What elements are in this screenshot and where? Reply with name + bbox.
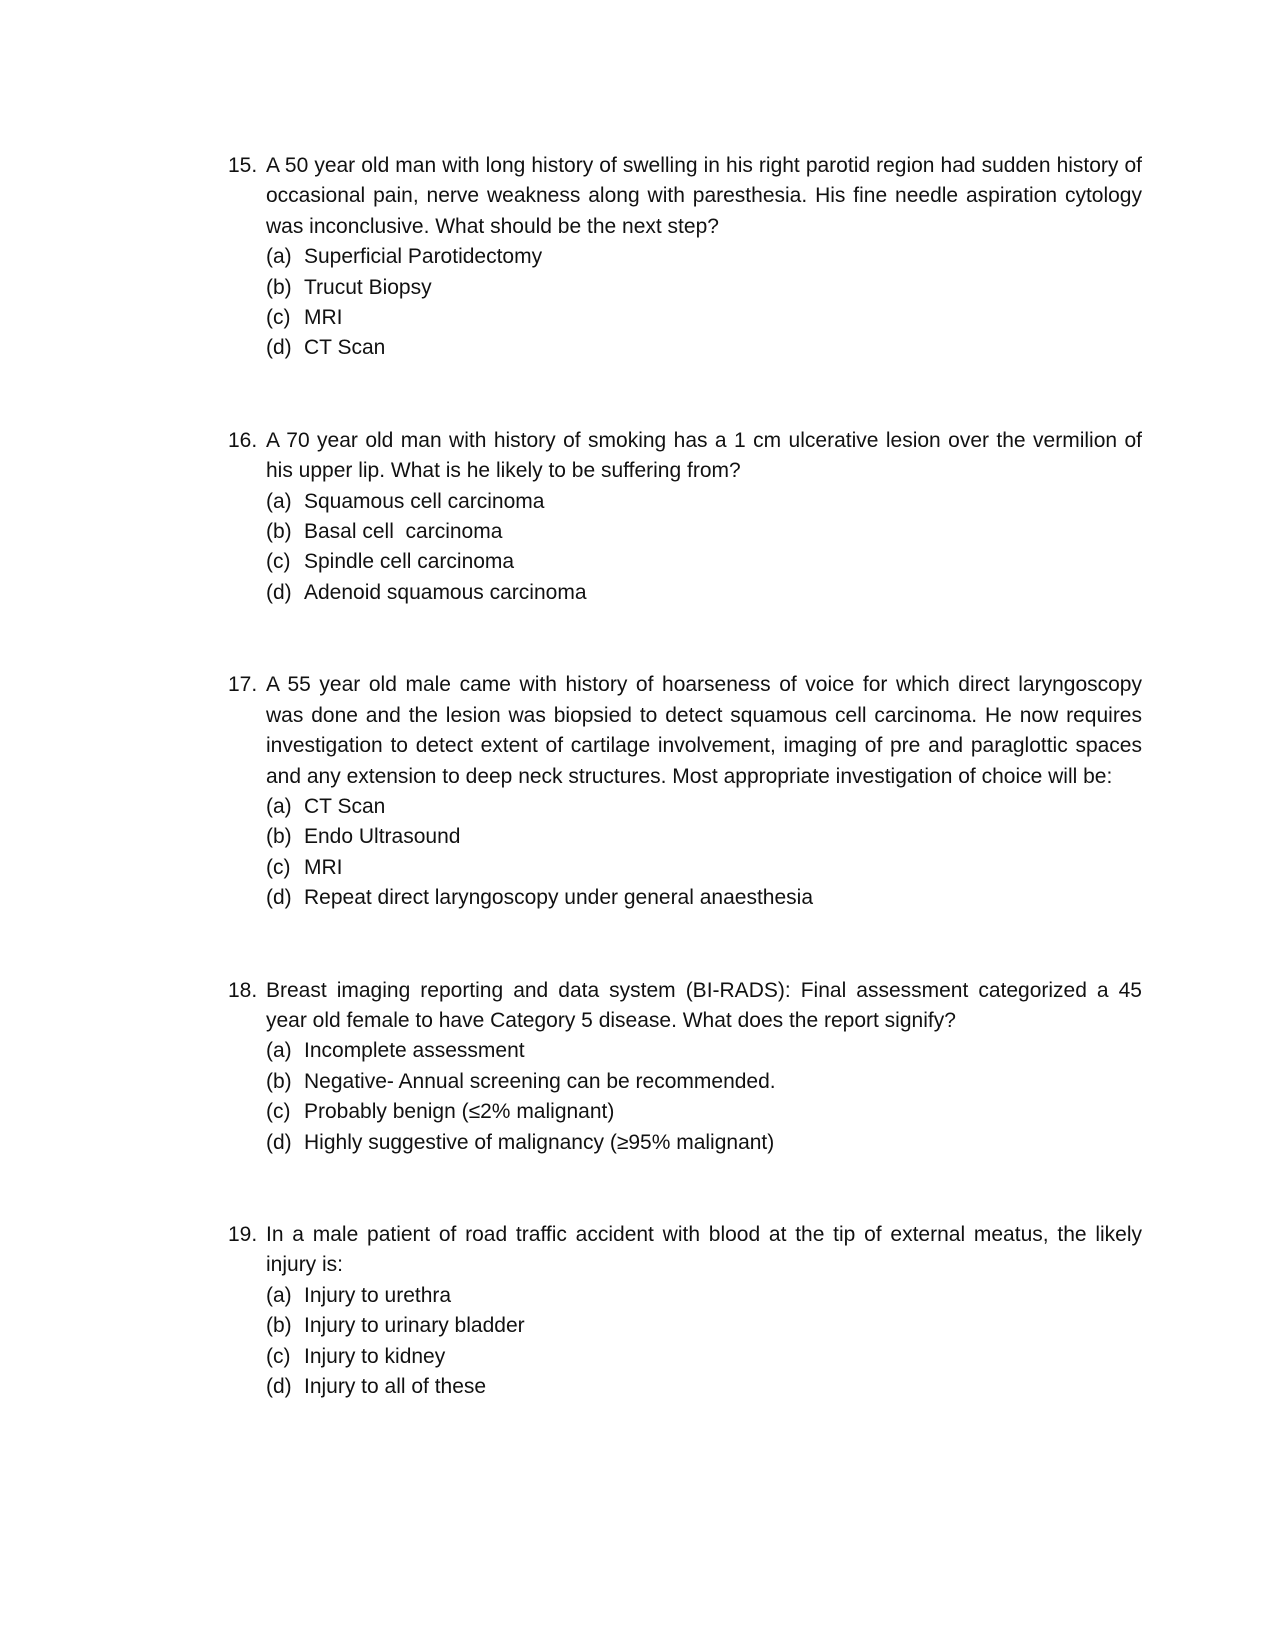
option-text: MRI	[304, 855, 343, 879]
option-list	[228, 487, 1142, 609]
option-d	[266, 1372, 1142, 1402]
option-letter: (a)	[266, 245, 292, 269]
option-letter: (c)	[266, 550, 291, 574]
option-d	[266, 578, 1142, 608]
option-text: Spindle cell carcinoma	[304, 550, 515, 574]
question-number: 19.	[228, 1222, 258, 1246]
option-d	[266, 1128, 1142, 1158]
option-text: Incomplete assessment	[304, 1039, 525, 1063]
question-text: A 70 year old man with history of smoking has a 1 cm ulcerative lesion over the vermilion of his upper lip. What is he likely to be suffering from?	[266, 428, 1142, 483]
option-letter: (b)	[266, 1314, 292, 1338]
option-b	[266, 517, 1142, 547]
option-letter: (c)	[266, 306, 291, 330]
question-15	[228, 151, 1142, 364]
option-c	[266, 1342, 1142, 1372]
question-list	[228, 151, 1142, 1402]
option-text: Injury to urinary bladder	[304, 1314, 525, 1338]
option-a	[266, 1281, 1142, 1311]
question-number: 15.	[228, 154, 258, 177]
option-text: Squamous cell carcinoma	[304, 489, 545, 513]
option-text: Trucut Biopsy	[304, 275, 432, 299]
question-16	[228, 426, 1142, 608]
option-c	[266, 303, 1142, 333]
option-text: CT Scan	[304, 336, 386, 360]
option-list	[228, 1281, 1142, 1403]
option-b	[266, 1311, 1142, 1341]
option-a	[266, 242, 1142, 272]
option-text: Adenoid squamous carcinoma	[304, 580, 587, 604]
option-letter: (d)	[266, 336, 292, 360]
option-letter: (a)	[266, 794, 292, 818]
option-d	[266, 883, 1142, 913]
option-text: Injury to kidney	[304, 1344, 446, 1368]
option-b	[266, 1067, 1142, 1097]
question-text: Breast imaging reporting and data system (BI-RADS): Final assessment categorized a 45 year old female to have Category 5 disease. What does the report signify?	[266, 978, 1142, 1032]
question-text: A 50 year old man with long history of swelling in his right parotid region had sudden history of occasional pain, nerve weakness along with paresthesia. His fine needle aspiration cytology was inconclusive. What should be the next step?	[266, 154, 1142, 238]
question-stem	[228, 976, 1142, 1037]
option-letter: (d)	[266, 1375, 292, 1398]
option-letter: (b)	[266, 520, 292, 544]
option-b	[266, 273, 1142, 303]
option-letter: (d)	[266, 580, 292, 604]
question-stem	[228, 1220, 1142, 1281]
option-a	[266, 792, 1142, 822]
option-list	[228, 792, 1142, 914]
option-letter: (b)	[266, 1069, 292, 1093]
option-letter: (a)	[266, 1283, 292, 1307]
option-a	[266, 1036, 1142, 1066]
option-letter: (a)	[266, 489, 292, 513]
option-letter: (b)	[266, 275, 292, 299]
option-b	[266, 822, 1142, 852]
question-17	[228, 670, 1142, 913]
question-number: 18.	[228, 978, 258, 1002]
question-stem	[228, 151, 1142, 242]
option-a	[266, 487, 1142, 517]
option-c	[266, 1097, 1142, 1127]
option-d	[266, 333, 1142, 363]
question-text: In a male patient of road traffic accident with blood at the tip of external meatus, the likely injury is:	[266, 1222, 1142, 1277]
option-list	[228, 1036, 1142, 1158]
option-text: Basal cell carcinoma	[304, 520, 503, 544]
option-letter: (c)	[266, 855, 291, 879]
option-text: MRI	[304, 306, 343, 330]
option-letter: (d)	[266, 1130, 292, 1154]
option-text: Superficial Parotidectomy	[304, 245, 543, 269]
option-list	[228, 242, 1142, 364]
option-text: Highly suggestive of malignancy (≥95% malignant)	[304, 1130, 775, 1154]
option-text: Negative- Annual screening can be recommended.	[304, 1069, 776, 1093]
option-text: CT Scan	[304, 794, 386, 818]
option-letter: (b)	[266, 825, 292, 849]
question-stem	[228, 426, 1142, 487]
option-text: Injury to urethra	[304, 1283, 452, 1307]
option-letter: (c)	[266, 1344, 291, 1368]
question-18	[228, 976, 1142, 1158]
option-letter: (a)	[266, 1039, 292, 1063]
question-stem	[228, 670, 1142, 792]
option-text: Endo Ultrasound	[304, 825, 461, 849]
question-number: 17.	[228, 673, 258, 697]
question-19	[228, 1220, 1142, 1402]
option-text: Repeat direct laryngoscopy under general anaesthesia	[304, 886, 813, 910]
option-text: Injury to all of these	[304, 1375, 487, 1398]
option-letter: (c)	[266, 1100, 291, 1124]
option-letter: (d)	[266, 886, 292, 910]
option-c	[266, 547, 1142, 577]
question-number: 16.	[228, 428, 258, 452]
question-text: A 55 year old male came with history of hoarseness of voice for which direct laryngoscopy was done and the lesion was biopsied to detect squamous cell carcinoma. He now requires investigation to detect extent of cartilage involvement, imaging of pre and paraglottic spaces and any extension to deep neck structures. Most appropriate investigation of choice will be:	[266, 673, 1142, 788]
option-text: Probably benign (≤2% malignant)	[304, 1100, 615, 1124]
option-c	[266, 853, 1142, 883]
